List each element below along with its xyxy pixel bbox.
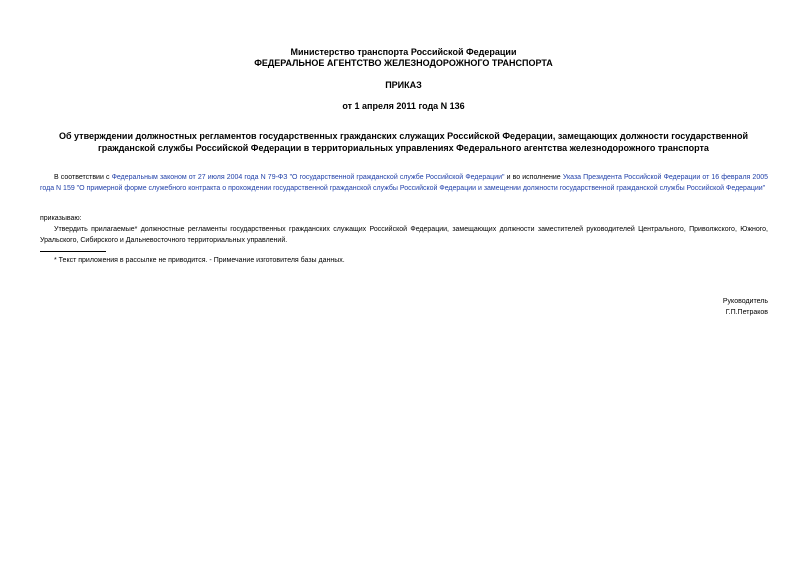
order-paragraph	[40, 224, 768, 246]
presidential-decree-link[interactable]: Указа Президента Российской Федерации от 16 февраля 2005 года N 159 "О примерной форме служебного контракта о прохождении государственной гражданской службы Российской Федерации и замещении должности государственной гражданской службы Российской Федерации"	[40, 174, 768, 192]
order-text: Утвердить прилагаемые* должностные регламенты государственных гражданских служащих Российской Федерации, замещающих должности заместителей руководителей Центрального, Приволжского, Южного, Уральского, Сибирского и Дальневосточного территориальных управлений.	[40, 226, 768, 244]
preamble-paragraph	[40, 172, 768, 194]
document-date-number: от 1 апреля 2011 года N 136	[342, 101, 465, 111]
federal-law-link[interactable]: Федеральным законом от 27 июля 2004 года N 79-ФЗ "О государственной гражданской службе Российской Федерации"	[111, 174, 505, 181]
document-type: ПРИКАЗ	[385, 80, 422, 90]
footnote-paragraph	[40, 255, 768, 266]
footnote-text: * Текст приложения в рассылке не приводится. - Примечание изготовителя базы данных.	[54, 257, 345, 264]
agency-name: ФЕДЕРАЛЬНОЕ АГЕНТСТВО ЖЕЛЕЗНОДОРОЖНОГО ТРАНСПОРТА	[254, 58, 553, 68]
preamble-prefix: В соответствии с	[54, 174, 112, 181]
order-word: приказываю:	[40, 215, 82, 222]
ministry-name: Министерство транспорта Российской Федерации	[290, 47, 517, 57]
signature-position: Руководитель	[722, 298, 768, 305]
document-title: Об утверждении должностных регламентов государственных гражданских служащих Российской Федерации, замещающих должности государственной гражданской службы Российской Федерации в территориальных управлениях Федерального агентства железнодорожного транспорта	[59, 131, 748, 153]
footnote-divider	[40, 251, 106, 252]
preamble-middle: и во исполнение	[504, 174, 563, 181]
signature-name: Г.П.Петраков	[725, 309, 768, 316]
